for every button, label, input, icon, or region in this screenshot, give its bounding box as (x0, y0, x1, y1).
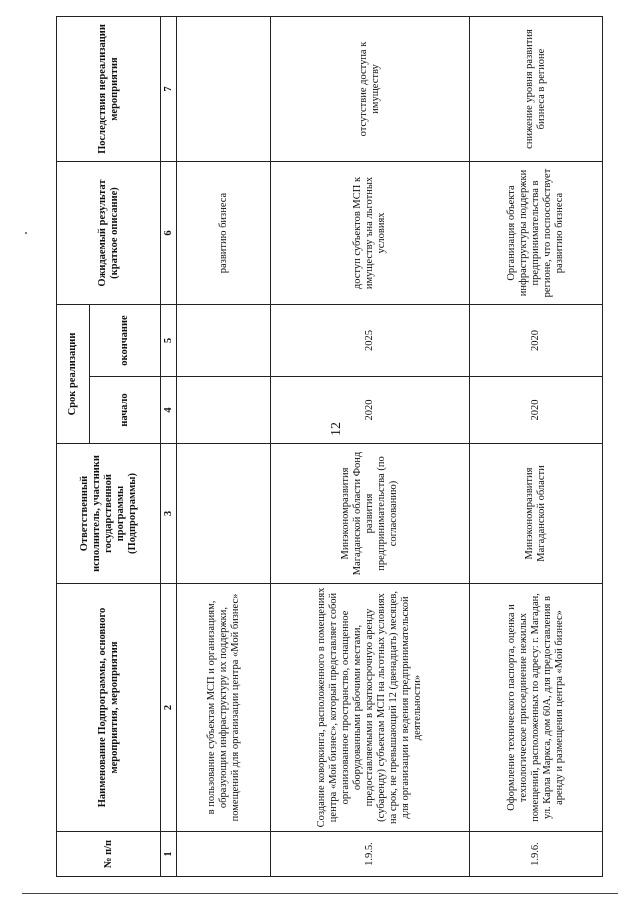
table-row (271, 17, 470, 877)
row-num: 1.9.5. (271, 832, 470, 877)
header-result: Ожидаемый результат (краткое описание) (57, 162, 161, 305)
table-row (470, 17, 603, 877)
scan-speck (25, 232, 27, 234)
col-index: 1 (161, 832, 177, 877)
row-consequences (177, 17, 271, 162)
header-num: № п/п (57, 832, 161, 877)
column-index-row (161, 17, 177, 877)
row-name: Создание коворкинга, расположенного в помещениях центра «Мой бизнес», который представляет собой организованное пространство, оснащенное оборудованными рабочими местами, предоставляемыми в краткосрочную аренду (субаренду) субъектам МСП на льготных условиях на срок, не превышающий 12 (двенадцать) месяцев, для организации и ведения предпринимательской деятельности» (271, 584, 470, 832)
row-consequences: снижение уровня развития бизнеса в регионе (470, 17, 603, 162)
header-row (57, 17, 90, 877)
table-row (177, 17, 271, 877)
header-period: Срок реализации (57, 305, 90, 444)
row-consequences: отсутствие доступа к имуществу (271, 17, 470, 162)
row-executor (177, 444, 271, 584)
row-start: 2020 (271, 377, 470, 444)
row-num: 1.9.6. (470, 832, 603, 877)
col-index: 6 (161, 162, 177, 305)
col-index: 4 (161, 377, 177, 444)
rotated-table-container (56, 17, 585, 877)
row-end: 2020 (470, 305, 603, 377)
header-consequences: Последствия нереализации мероприятия (57, 17, 161, 162)
row-end (177, 305, 271, 377)
col-index: 3 (161, 444, 177, 584)
col-index: 7 (161, 17, 177, 162)
col-index: 5 (161, 305, 177, 377)
row-name: в пользование субъектам МСП и организациям, образующим инфраструктуру их поддержки, помещений для организации центра «Мой бизнес» (177, 584, 271, 832)
header-name: Наименование Подпрограммы, основного мероприятия, мероприятия (57, 584, 161, 832)
header-executor: Ответственный исполнитель, участники государственной программы (Подпрограммы) (57, 444, 161, 584)
row-num (177, 832, 271, 877)
row-executor: Минэкономразвития Магаданской области (470, 444, 603, 584)
row-name: Оформление технического паспорта, оценка и технологическое присоединение нежилых помещений, расположенных по адресу: г. Магадан, ул. Карла Маркса, дом 60А, для предоставления в аренду и размещения центра «Мой бизнес» (470, 584, 603, 832)
program-measures-table (56, 16, 603, 877)
page-number: 12 (329, 422, 344, 436)
header-end: окончание (90, 305, 161, 377)
header-start: начало (90, 377, 161, 444)
row-result: развитию бизнеса (177, 162, 271, 305)
row-executor: Минэкономразвития Магаданской области Фонд развития предпринимательства (по согласованию) (271, 444, 470, 584)
row-result: Организация объекта инфраструктуры поддержки предпринимательства в регионе, что поспособствует развитию бизнеса (470, 162, 603, 305)
row-start: 2020 (470, 377, 603, 444)
row-end: 2025 (271, 305, 470, 377)
row-start (177, 377, 271, 444)
page-bottom-rule (22, 893, 618, 894)
row-result: доступ субъектов МСП к имуществу ъна льготных условиях (271, 162, 470, 305)
col-index: 2 (161, 584, 177, 832)
